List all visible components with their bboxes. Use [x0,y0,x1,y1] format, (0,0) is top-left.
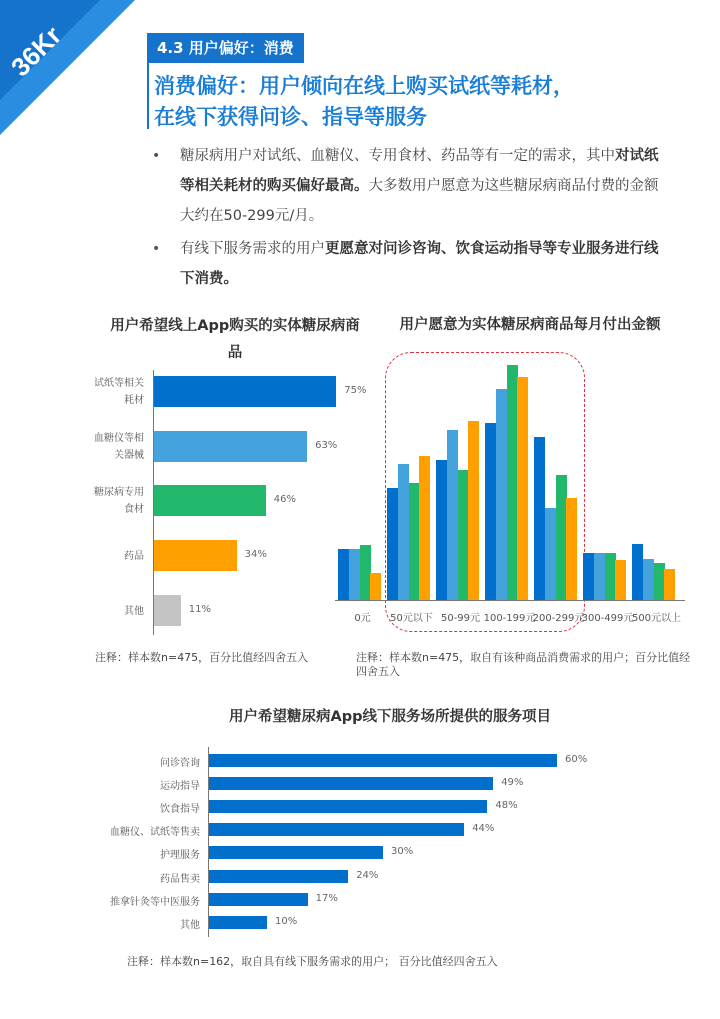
bar-series4 [615,560,626,600]
category-label-line: 血糖仪等相 [94,433,144,444]
category-label [60,430,144,464]
category-label [60,603,144,620]
category-label: 运动指导 [160,781,200,793]
category-label-line: 食材 [124,504,144,515]
category-label-line: 试纸等相关 [94,378,144,389]
data-label: 49% [501,777,524,789]
category-label: 50-99元 [440,613,481,624]
bar [209,777,493,790]
bullet-icon: • [152,148,161,164]
page-title-line2: 在线下获得问诊、指导等服务 [154,105,427,129]
bar [209,916,267,929]
bar-series3 [360,545,371,600]
category-label [60,548,144,565]
bar [154,485,266,516]
bar-series2 [643,559,654,600]
category-label: 300-499元 [581,613,634,624]
bar [209,800,487,813]
bar [154,595,181,626]
page-title-line1: 消费偏好：用户倾向在线上购买试纸等耗材， [154,74,574,98]
logo-corner [0,0,140,140]
bar-series4 [566,498,577,600]
category-label: 50元以下 [390,613,433,624]
data-label: 63% [315,440,338,451]
category-label: 0元 [354,613,371,624]
bar-series1 [632,544,643,600]
bar-series3 [458,470,469,600]
category-label: 药品售卖 [160,873,200,885]
chart1-note: 注释：样本数n=475，百分比值经四舍五入 [95,651,309,664]
data-label: 34% [244,549,267,560]
bullet-text-2: 有线下服务需求的用户更愿意对问诊咨询、饮食运动指导等专业服务进行线下消费。 [180,241,659,287]
bar-series2 [496,389,507,600]
chart2-note: 注释：样本数n=475，取自有该种商品消费需求的用户；百分比值经四舍五入 [356,651,691,678]
data-label: 30% [391,846,414,858]
category-label-line: 药品 [124,550,144,562]
category-label: 血糖仪、试纸等售卖 [110,827,200,839]
chart3-title: 用户希望糖尿病App线下服务场所提供的服务项目 [229,709,551,725]
chart1-axis [153,370,154,635]
bar-series4 [664,569,675,600]
bullet-icon: • [152,241,161,257]
bar-series3 [556,475,567,600]
logo-text: 36Kr [5,20,68,83]
bar [209,893,308,906]
bar [209,754,557,767]
bar [209,846,383,859]
bar-series4 [370,573,381,600]
chart3-axis [208,747,209,937]
bar-series1 [387,488,398,600]
bar-series4 [468,421,479,600]
data-label: 44% [472,823,495,835]
data-label: 11% [188,604,211,615]
bar [209,870,348,883]
title-accent-bar [147,63,149,129]
bar-series3 [605,553,616,600]
bar-series4 [517,377,528,600]
bar-series2 [447,430,458,600]
bar-series1 [534,437,545,600]
data-label: 46% [273,494,296,505]
bar [154,376,336,407]
category-label: 500元以上 [631,613,682,624]
bullet-text-1: 糖尿病用户对试纸、血糖仪、专用食材、药品等有一定的需求，其中对试纸等相关耗材的购买偏好最高。大多数用户愿意为这些糖尿病商品付费的金额大约在50-299元/月。 [180,148,659,224]
category-label: 饮食指导 [160,804,200,816]
chart3-note: 注释：样本数n=162，取自具有线下服务需求的用户； 百分比值经四舍五入 [127,955,498,968]
bar [154,431,307,462]
bar-series3 [507,365,518,600]
bar-series2 [594,553,605,600]
bar-series3 [654,563,665,600]
section-tag: 4.3 用户偏好：消费 [147,33,304,63]
category-label-line: 糖尿病专用 [94,487,144,498]
category-label: 200-299元 [532,613,585,624]
category-label: 推拿针灸等中医服务 [110,896,200,908]
bar-series1 [436,460,447,600]
category-label-line: 关器械 [114,450,144,461]
bar-series2 [545,508,556,600]
chart2-title: 用户愿意为实体糖尿病商品每月付出金额 [399,317,661,333]
bar-series1 [338,549,349,600]
bar-series4 [419,456,430,600]
category-label: 问诊咨询 [160,758,200,769]
category-label-line: 耗材 [124,395,144,406]
category-label [60,375,144,409]
bar-series1 [583,553,594,600]
bar [154,540,237,571]
data-label: 17% [315,892,338,904]
data-label: 24% [356,869,379,881]
data-label: 10% [275,915,298,927]
chart1-title: 用户希望线上App购买的实体糖尿病商品 [110,318,360,361]
category-label: 100-199元 [483,613,536,624]
chart2-axis [335,600,685,601]
bar-series2 [349,549,360,600]
data-label: 48% [495,800,518,812]
data-label: 60% [565,754,588,765]
bar-series3 [409,483,420,600]
category-label: 护理服务 [160,850,200,862]
bar [209,823,464,836]
bar-series1 [485,423,496,600]
bar-series2 [398,464,409,600]
category-label [60,484,144,518]
category-label: 其他 [180,919,200,931]
data-label: 75% [344,385,367,396]
category-label-line: 其他 [124,605,144,617]
